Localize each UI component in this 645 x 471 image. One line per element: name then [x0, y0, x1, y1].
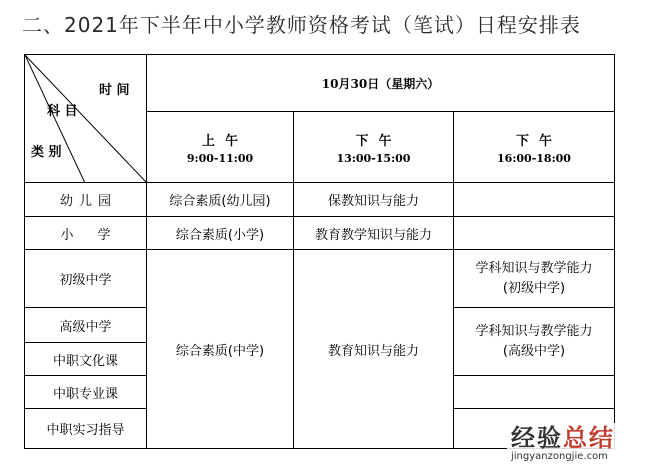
subject-cell: 教育教学知识与能力 — [294, 217, 454, 250]
subject-line: 学科知识与教学能力 — [475, 260, 593, 276]
category-vocational-major: 中职专业课 — [52, 386, 118, 402]
subject-line: (初级中学) — [502, 280, 566, 296]
table-row — [25, 183, 615, 217]
session-time: 16:00-18:00 — [497, 151, 571, 165]
subject-cell-secondary-pm1: 教育知识与能力 — [294, 250, 454, 449]
session-name: 下午 — [515, 133, 562, 149]
time-corner-label: 时 间 — [99, 83, 130, 98]
empty-cell — [454, 183, 615, 217]
table-row — [25, 217, 615, 250]
session-name: 下午 — [355, 133, 402, 149]
category-cell — [25, 308, 147, 343]
empty-cell — [454, 376, 615, 409]
session-time: 13:00-15:00 — [336, 151, 411, 165]
diagonal-lines — [25, 55, 146, 182]
subject-cell — [454, 250, 615, 308]
watermark-text-b: 总结 — [563, 424, 615, 452]
category-cell — [25, 217, 147, 250]
category-cell — [25, 250, 147, 308]
category-vocational-culture: 中职文化课 — [52, 353, 118, 369]
header-date-row — [25, 55, 615, 112]
subject-cell: 综合素质(幼儿园) — [147, 183, 294, 217]
table-row — [25, 250, 615, 308]
watermark-url: jingyanzongjie.com — [511, 451, 608, 462]
subject-line: 学科知识与教学能力 — [475, 323, 593, 339]
session-morning — [147, 112, 294, 183]
subject-corner-label: 科 目 — [47, 104, 78, 119]
session-name: 上午 — [201, 133, 248, 149]
session-afternoon-2 — [454, 112, 615, 183]
empty-cell — [454, 217, 615, 250]
category-senior-high: 高级中学 — [59, 319, 112, 335]
category-cell — [25, 183, 147, 217]
subject-cell — [454, 308, 615, 376]
category-primary: 小学 — [60, 227, 135, 243]
watermark-text — [511, 425, 615, 451]
watermark-text-a: 经验 — [511, 424, 563, 452]
category-junior-high: 初级中学 — [59, 273, 112, 288]
watermark-logo — [507, 423, 619, 465]
category-vocational-practice: 中职实习指导 — [46, 423, 125, 438]
document-title: 二、2021年下半年中小学教师资格考试（笔试）日程安排表 — [22, 13, 581, 37]
session-time: 9:00-11:00 — [186, 151, 254, 165]
subject-line: (高级中学) — [502, 343, 566, 359]
category-kindergarten: 幼儿园 — [59, 194, 117, 209]
category-cell — [25, 409, 147, 449]
subject-cell: 保教知识与能力 — [294, 183, 454, 217]
subject-cell: 综合素质(小学) — [147, 217, 294, 250]
category-cell — [25, 343, 147, 376]
exam-schedule-table — [24, 54, 615, 449]
exam-date: 10月30日（星期六） — [321, 76, 440, 91]
exam-date-cell — [147, 55, 615, 112]
header-diagonal-cell — [25, 55, 147, 183]
category-cell — [25, 376, 147, 409]
subject-cell-secondary-am: 综合素质(中学) — [147, 250, 294, 449]
session-afternoon-1 — [294, 112, 454, 183]
category-corner-label: 类 别 — [31, 145, 62, 160]
